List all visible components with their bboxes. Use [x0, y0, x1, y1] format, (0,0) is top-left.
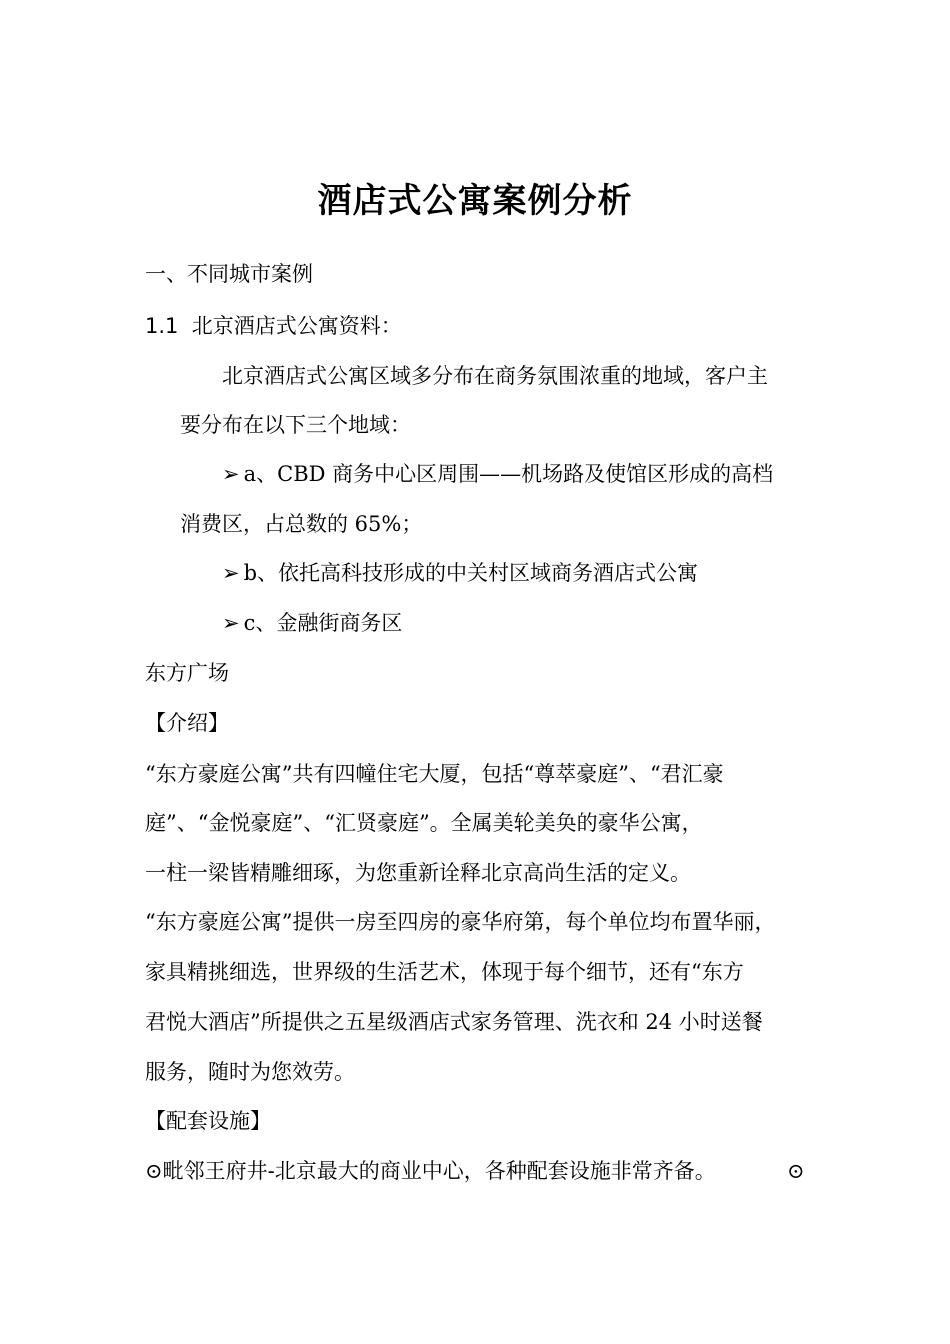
arrow-bullet-icon: ➢: [222, 611, 240, 635]
project-name: 东方广场: [145, 661, 229, 685]
bullet-item-a: [222, 459, 773, 489]
service-body-line: 君悦大酒店”所提供之五星级酒店式家务管理、洗衣和 24 小时送餐: [145, 1010, 763, 1034]
intro-paragraph-line: 北京酒店式公寓区域多分布在商务氛围浓重的地域，客户主: [222, 364, 768, 388]
service-body-line: 服务，随时为您效劳。: [145, 1060, 355, 1084]
section-heading: 一、不同城市案例: [145, 262, 313, 286]
service-body-line: 家具精挑细选，世界级的生活艺术，体现于每个细节，还有“东方: [145, 960, 744, 984]
bullet-item-b-text: b、依托高科技形成的中关村区域商务酒店式公寓: [243, 561, 699, 585]
intro-heading: 【介绍】: [145, 711, 229, 735]
subsection-title: 北京酒店式公寓资料：: [191, 314, 402, 338]
intro-body-line: 一柱一梁皆精雕细琢，为您重新诠释北京高尚生活的定义。: [145, 861, 691, 885]
arrow-bullet-icon: ➢: [222, 561, 240, 585]
intro-body-line: 庭”、“金悦豪庭”、“汇贤豪庭”。全属美轮美奂的豪华公寓，: [145, 811, 703, 835]
bullet-item-a-continuation: 消费区，占总数的 65%；: [180, 512, 423, 536]
circle-dot-bullet-icon: ⊙: [787, 1159, 805, 1183]
intro-body-line: “东方豪庭公寓”共有四幢住宅大厦，包括“尊萃豪庭”、“君汇豪: [145, 762, 724, 786]
bullet-item-c-text: c、金融街商务区: [243, 611, 403, 635]
intro-paragraph-line: 要分布在以下三个地域：: [180, 413, 411, 437]
facilities-item: ⊙毗邻王府井-北京最大的商业中心，各种配套设施非常齐备。: [145, 1159, 716, 1183]
document-title: 酒店式公寓案例分析: [317, 181, 633, 221]
subsection-heading: [145, 311, 402, 341]
bullet-item-b: [222, 558, 698, 588]
facilities-heading: 【配套设施】: [145, 1109, 271, 1133]
service-body-line: “东方豪庭公寓”提供一房至四房的豪华府第，每个单位均布置华丽，: [145, 910, 776, 934]
bullet-item-a-text: a、CBD 商务中心区周围——机场路及使馆区形成的高档: [243, 462, 774, 486]
subsection-number: 1.1: [145, 314, 179, 338]
arrow-bullet-icon: ➢: [222, 462, 240, 486]
bullet-item-c: [222, 608, 402, 638]
